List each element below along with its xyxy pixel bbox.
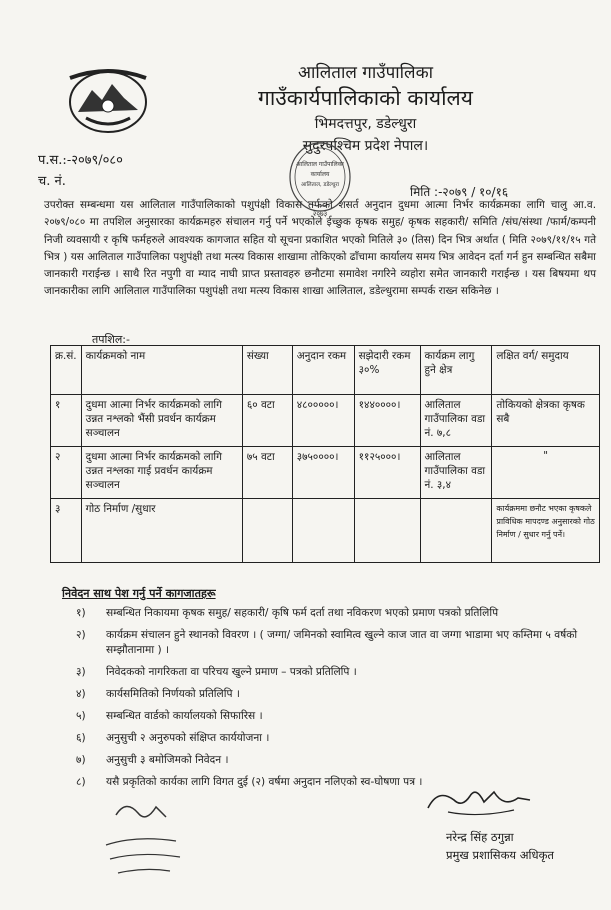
signatory-name: नरेन्द्र सिंह ठगुन्ना xyxy=(446,830,514,844)
svg-text:आलिताल, डडेल्धुरा: आलिताल, डडेल्धुरा xyxy=(300,182,340,188)
documents-list xyxy=(76,606,596,797)
header-share-amount: सझेदारी रकम ३०% xyxy=(354,346,420,395)
cell-count xyxy=(242,499,292,563)
item-number: ७) xyxy=(76,754,86,766)
handwritten-note xyxy=(96,795,196,890)
cell-serial: ३ xyxy=(51,499,82,563)
documents-heading: निवेदन साथ पेश गर्नु पर्ने कागजातहरू xyxy=(62,587,216,600)
list-item xyxy=(76,709,596,724)
item-text: अनुसुची ३ बमोजिमको निवेदन । xyxy=(106,754,229,766)
cell-program-area: आलिताल गाउँपालिका वडा नं. ३,४ xyxy=(420,447,492,499)
list-item xyxy=(76,628,596,658)
cell-program-name: दुधमा आत्मा निर्भर कार्यक्रमको लागि उन्नत नश्लको भैंसी प्रवर्धन कार्यक्रम सञ्चालन xyxy=(81,395,242,447)
cell-grant-amount xyxy=(292,499,354,563)
header-program-name: कार्यक्रमको नाम xyxy=(81,346,242,395)
item-number: ५) xyxy=(76,710,86,722)
municipality-name: आलिताल गाउँपालिका xyxy=(297,63,434,83)
letter-number: प.स.:-२०७९/०८० xyxy=(38,153,123,168)
header-program-area: कार्यक्रम लागु हुने क्षेत्र xyxy=(420,346,492,395)
cell-program-name: गोठ निर्माण /सुधार xyxy=(81,499,242,563)
header-count: संख्या xyxy=(242,346,292,395)
cell-program-area xyxy=(420,499,492,563)
header-serial: क्र.सं. xyxy=(51,346,82,395)
cell-count: ७५ वटा xyxy=(242,447,292,499)
list-item xyxy=(76,665,596,680)
cell-share-amount: ११२५०००। xyxy=(354,447,420,499)
cell-target-group: तोकियको क्षेत्रका कृषक सबै xyxy=(492,395,600,447)
list-item xyxy=(76,753,596,768)
svg-text:आलिताल गाउँपालिका: आलिताल गाउँपालिका xyxy=(296,161,344,168)
item-number: ३) xyxy=(76,666,86,678)
cell-share-amount xyxy=(354,499,420,563)
cell-grant-amount: ३७५००००। xyxy=(292,447,354,499)
cell-serial: २ xyxy=(51,447,82,499)
province-country: सुदुरपश्चिम प्रदेश नेपाल। xyxy=(302,138,429,154)
item-number: २) xyxy=(76,629,86,641)
cell-serial: १ xyxy=(51,395,82,447)
cell-share-amount: १४४००००। xyxy=(354,395,420,447)
item-number: ८) xyxy=(76,776,86,788)
details-label: तपशिल:- xyxy=(92,333,130,346)
item-number: १) xyxy=(76,607,86,619)
svg-text:कार्यालय: कार्यालय xyxy=(310,171,330,178)
item-text: निवेदकको नागरिकता वा परिचय खुल्ने प्रमाण – पत्रको प्रतिलिपि । xyxy=(106,666,357,678)
cell-count: ६० वटा xyxy=(242,395,292,447)
table-header-row xyxy=(51,346,600,395)
dispatch-number: च. नं. xyxy=(38,174,66,189)
item-number: ४) xyxy=(76,688,86,700)
list-item xyxy=(76,687,596,702)
header-target-group: लक्षित वर्ग/ समुदाय xyxy=(492,346,600,395)
item-text: अनुसुची २ अनुरुपको संक्षिप्त कार्ययोजना । xyxy=(106,732,270,744)
table-row xyxy=(51,499,600,563)
item-number: ६) xyxy=(76,732,86,744)
notice-body-paragraph: उपरोक्त सम्बन्धमा यस आलिताल गाउँपालिकाको पशुपंक्षी विकास तर्फको शसर्त अनुदान दुधमा आत्मा निर्भर कार्यक्रमका लागि चालु आ.व. २०७९/०८० मा तपशिल अनुसारका कार्यक्रमहरु संचालन गर्नु पर्ने भएकोले ईच्छुक कृषक समुह/ कृषक सहकारी/ समिति /संघ/संस्था /फार्म/कम्पनी निजी व्यवसायी र कृषि फर्महरुले आवश्यक कागजात सहित यो सूचना प्रकाशित भएको मितिले ३० (तिस) दिन भित्र अर्थात ( मिति २०७९/११/१५ गते भित्र ) यस आलिताल गाउँपालिका पशुपंक्षी तथा मत्स्य विकास शाखामा तोकिएको ढाँचामा कार्यालय समय भित्र आवेदन दर्ता गर्न हुन सम्बन्धित सबैमा जानकारी गराईन्छ । साथै रित नपुगी वा म्याद नाघी प्राप्त प्रस्तावहरु छनौटमा समावेश नगरिने व्यहोरा समेत जानकारी गराईन्छ । यस बिषयमा थप जानकारीका लागि आलिताल गाउँपालिका पशुपंक्षी तथा मत्स्य विकास शाखा आलिताल, डडेल्धुरामा सम्पर्क राख्न सकिनेछ । xyxy=(44,199,596,298)
item-text: कार्यसमितिको निर्णयको प्रतिलिपि । xyxy=(106,688,240,700)
program-table xyxy=(50,345,600,563)
item-text: कार्यक्रम संचालन हुने स्थानको विवरण । ( जग्गा/ जमिनको स्वामित्व खुल्ने काज जात वा जग्गा भाडामा भए कम्तिमा ५ वर्षको सम्झौतानामा ) । xyxy=(106,629,578,656)
letter-date: मिति :-२०७९ / १०/१६ xyxy=(410,185,509,199)
office-location: भिमदत्तपुर, डडेल्धुरा xyxy=(314,116,417,132)
item-text: सम्बन्धित निकायमा कृषक समुह/ सहकारी/ कृषि फर्म दर्ता तथा नविकरण भएको प्रमाण पत्रको प्रतिलिपि xyxy=(106,607,499,619)
signatory-title: प्रमुख प्रशासिकय अधिकृत xyxy=(446,848,554,862)
table-row xyxy=(51,447,600,499)
cell-target-group: " xyxy=(492,447,600,499)
cell-program-area: आलिताल गाउँपालिका वडा नं. ७,८ xyxy=(420,395,492,447)
cell-program-name: दुधमा आत्मा निर्भर कार्यक्रमको लागि उन्नत नश्लका गाई प्रवर्धन कार्यक्रम सञ्चालन xyxy=(81,447,242,499)
office-name: गाउँकार्यपालिकाको कार्यालय xyxy=(258,86,473,110)
table-row xyxy=(51,395,600,447)
item-text: यसै प्रकृतिको कार्यका लागि विगत दुई (२) वर्षमा अनुदान नलिएको स्व-घोषणा पत्र । xyxy=(106,776,423,788)
svg-text:२०७३: २०७३ xyxy=(312,210,328,218)
header-grant-amount: अनुदान रकम xyxy=(292,346,354,395)
cell-target-group: कार्यक्रममा छनौट भएका कृषकले प्राविधिक मापदण्ड अनुसारको गोठ निर्माण / सुधार गर्नु पर्ने। xyxy=(492,499,600,563)
signature xyxy=(418,778,538,822)
cell-grant-amount: ४८०००००। xyxy=(292,395,354,447)
list-item xyxy=(76,606,596,621)
item-text: सम्बन्धित वार्डको कार्यालयको सिफारिस । xyxy=(106,710,263,722)
list-item xyxy=(76,731,596,746)
